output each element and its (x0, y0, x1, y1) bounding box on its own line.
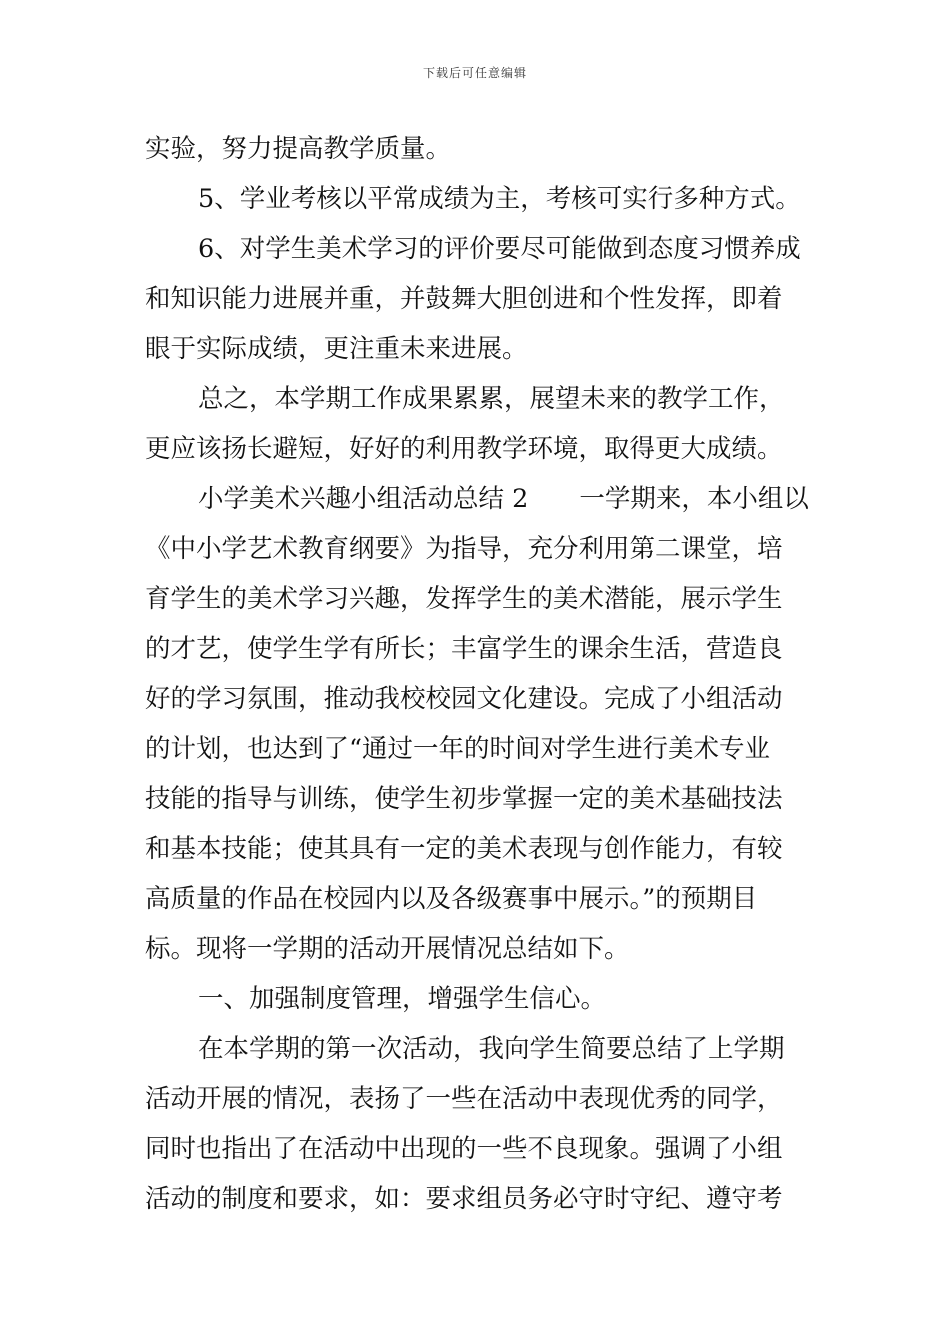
text-line: 6、对学生美术学习的评价要尽可能做到态度习惯养成 (198, 234, 801, 264)
text-line: 高质量的作品在校园内以及各级赛事中展示。”的预期目 (145, 884, 758, 914)
page-header: 下载后可任意编辑 (422, 66, 527, 80)
text-line: 育学生的美术学习兴趣，发挥学生的美术潜能，展示学生 (145, 584, 783, 614)
text-line: 好的学习氛围，推动我校校园文化建设。完成了小组活动 (145, 684, 783, 714)
text-line: 和基本技能；使其具有一定的美术表现与创作能力，有较 (145, 834, 783, 864)
text-line: 活动开展的情况，表扬了一些在活动中表现优秀的同学， (145, 1084, 783, 1114)
text-line: 5、学业考核以平常成绩为主，考核可实行多种方式。 (198, 184, 801, 214)
text-line: 《中小学艺术教育纲要》为指导，充分利用第二课堂，培 (145, 534, 783, 564)
text-line: 一、加强制度管理，增强学生信心。 (198, 984, 607, 1014)
text-line: 和知识能力进展并重，并鼓舞大胆创进和个性发挥，即着 (145, 284, 783, 314)
text-line: 的计划，也达到了“通过一年的时间对学生进行美术专业 (145, 734, 771, 764)
text-line: 同时也指出了在活动中出现的一些不良现象。强调了小组 (145, 1134, 783, 1164)
text-line: 技能的指导与训练，使学生初步掌握一定的美术基础技法 (145, 784, 783, 814)
text-line: 更应该扬长避短，好好的利用教学环境，取得更大成绩。 (145, 434, 783, 464)
text-line: 活动的制度和要求，如：要求组员务必守时守纪、遵守考 (145, 1184, 783, 1214)
text-line: 实验，努力提高教学质量。 (145, 134, 452, 164)
text-line: 在本学期的第一次活动，我向学生简要总结了上学期 (198, 1034, 785, 1064)
text-line: 小学美术兴趣小组活动总结 2 一学期来，本小组以 (198, 484, 809, 514)
text-line: 眼于实际成绩，更注重未来进展。 (145, 334, 528, 364)
text-line: 标。现将一学期的活动开展情况总结如下。 (145, 934, 630, 964)
text-line: 总之，本学期工作成果累累，展望未来的教学工作， (198, 384, 785, 414)
text-line: 的才艺，使学生学有所长；丰富学生的课余生活，营造良 (145, 634, 783, 664)
